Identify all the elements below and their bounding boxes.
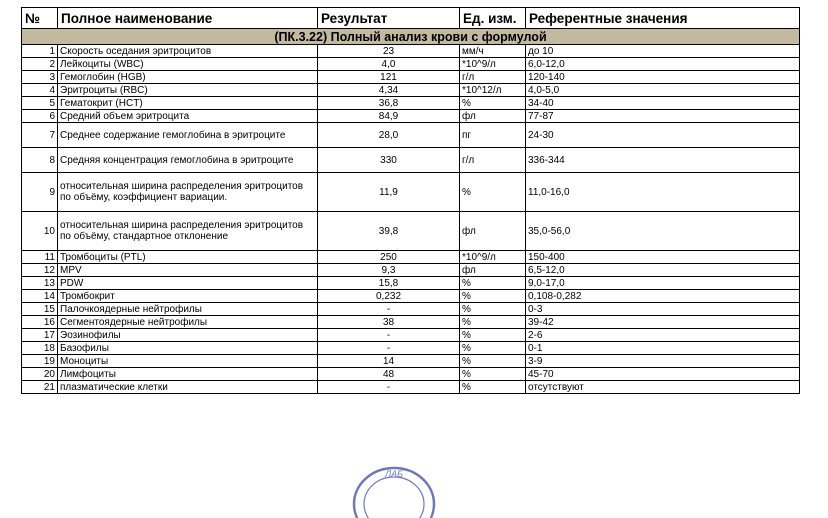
test-name: Среднее содержание гемоглобина в эритроците	[58, 123, 318, 148]
row-number: 9	[22, 173, 58, 212]
result-value: -	[318, 381, 460, 394]
reference-range: 45-70	[526, 368, 800, 381]
test-name: Скорость оседания эритроцитов	[58, 45, 318, 58]
test-name: Эозинофилы	[58, 329, 318, 342]
result-value: 9,3	[318, 264, 460, 277]
test-name: Тромбоциты (PTL)	[58, 251, 318, 264]
row-number: 4	[22, 84, 58, 97]
unit: фл	[460, 264, 526, 277]
result-value: 39,8	[318, 212, 460, 251]
reference-range: 11,0-16,0	[526, 173, 800, 212]
header-row	[22, 8, 800, 29]
test-name: Лейкоциты (WBC)	[58, 58, 318, 71]
test-name: Тромбокрит	[58, 290, 318, 303]
unit: %	[460, 368, 526, 381]
row-number: 6	[22, 110, 58, 123]
unit: пг	[460, 123, 526, 148]
row-number: 20	[22, 368, 58, 381]
test-name: Палочкоядерные нейтрофилы	[58, 303, 318, 316]
row-number: 11	[22, 251, 58, 264]
table-row	[22, 58, 800, 71]
row-number: 2	[22, 58, 58, 71]
result-value: 11,9	[318, 173, 460, 212]
result-value: 36,8	[318, 97, 460, 110]
reference-range: 0,108-0,282	[526, 290, 800, 303]
test-name: PDW	[58, 277, 318, 290]
table-row	[22, 84, 800, 97]
row-number: 5	[22, 97, 58, 110]
unit: %	[460, 381, 526, 394]
result-value: 23	[318, 45, 460, 58]
table-row	[22, 329, 800, 342]
unit: %	[460, 355, 526, 368]
reference-range: 6,5-12,0	[526, 264, 800, 277]
row-number: 3	[22, 71, 58, 84]
table-row	[22, 342, 800, 355]
reference-range: до 10	[526, 45, 800, 58]
row-number: 10	[22, 212, 58, 251]
reference-range: 9,0-17,0	[526, 277, 800, 290]
result-value: 0,232	[318, 290, 460, 303]
test-name: Эритроциты (RBC)	[58, 84, 318, 97]
row-number: 1	[22, 45, 58, 58]
result-value: 48	[318, 368, 460, 381]
reference-range: 2-6	[526, 329, 800, 342]
unit: %	[460, 277, 526, 290]
table-row	[22, 148, 800, 173]
test-name: Гематокрит (HCT)	[58, 97, 318, 110]
table-row	[22, 290, 800, 303]
unit: %	[460, 329, 526, 342]
reference-range: 150-400	[526, 251, 800, 264]
table-row	[22, 71, 800, 84]
reference-range: 77-87	[526, 110, 800, 123]
table-row	[22, 45, 800, 58]
header-unit: Ед. изм.	[460, 8, 526, 29]
result-value: 84,9	[318, 110, 460, 123]
unit: фл	[460, 110, 526, 123]
result-value: 4,0	[318, 58, 460, 71]
lab-stamp	[348, 458, 440, 518]
reference-range: 120-140	[526, 71, 800, 84]
row-number: 13	[22, 277, 58, 290]
reference-range: 336-344	[526, 148, 800, 173]
reference-range: 39-42	[526, 316, 800, 329]
header-reference: Референтные значения	[526, 8, 800, 29]
result-value: 28,0	[318, 123, 460, 148]
unit: %	[460, 173, 526, 212]
results-table	[21, 7, 800, 394]
row-number: 14	[22, 290, 58, 303]
unit: %	[460, 316, 526, 329]
row-number: 8	[22, 148, 58, 173]
unit: %	[460, 97, 526, 110]
unit: *10^12/л	[460, 84, 526, 97]
test-name: Сегментоядерные нейтрофилы	[58, 316, 318, 329]
table-row	[22, 264, 800, 277]
table-row	[22, 173, 800, 212]
reference-range: отсутствуют	[526, 381, 800, 394]
result-value: 14	[318, 355, 460, 368]
reference-range: 3-9	[526, 355, 800, 368]
table-row	[22, 316, 800, 329]
table-row	[22, 303, 800, 316]
unit: фл	[460, 212, 526, 251]
result-value: 15,8	[318, 277, 460, 290]
unit: *10^9/л	[460, 58, 526, 71]
unit: г/л	[460, 148, 526, 173]
test-name: Средняя концентрация гемоглобина в эритроците	[58, 148, 318, 173]
test-name: плазматические клетки	[58, 381, 318, 394]
row-number: 17	[22, 329, 58, 342]
test-name: Средний объем эритроцита	[58, 110, 318, 123]
test-name: Лимфоциты	[58, 368, 318, 381]
reference-range: 6,0-12,0	[526, 58, 800, 71]
result-value: 4,34	[318, 84, 460, 97]
reference-range: 35,0-56,0	[526, 212, 800, 251]
result-value: 121	[318, 71, 460, 84]
unit: %	[460, 303, 526, 316]
test-name: Базофилы	[58, 342, 318, 355]
unit: %	[460, 342, 526, 355]
row-number: 12	[22, 264, 58, 277]
result-value: -	[318, 342, 460, 355]
result-value: 330	[318, 148, 460, 173]
section-row	[22, 29, 800, 45]
reference-range: 34-40	[526, 97, 800, 110]
reference-range: 0-3	[526, 303, 800, 316]
stamp-text: ЛАБ	[384, 469, 404, 479]
row-number: 19	[22, 355, 58, 368]
test-name: относительная ширина распределения эритроцитов по объёму, коэффициент вариации.	[58, 173, 318, 212]
table-row	[22, 123, 800, 148]
unit: г/л	[460, 71, 526, 84]
reference-range: 24-30	[526, 123, 800, 148]
header-result: Результат	[318, 8, 460, 29]
header-name: Полное наименование	[58, 8, 318, 29]
table-row	[22, 381, 800, 394]
row-number: 16	[22, 316, 58, 329]
result-value: -	[318, 303, 460, 316]
table-row	[22, 251, 800, 264]
result-value: 38	[318, 316, 460, 329]
test-name: Моноциты	[58, 355, 318, 368]
row-number: 15	[22, 303, 58, 316]
row-number: 21	[22, 381, 58, 394]
table-row	[22, 97, 800, 110]
table-row	[22, 368, 800, 381]
test-name: Гемоглобин (HGB)	[58, 71, 318, 84]
unit: мм/ч	[460, 45, 526, 58]
result-value: 250	[318, 251, 460, 264]
unit: %	[460, 290, 526, 303]
reference-range: 0-1	[526, 342, 800, 355]
table-row	[22, 277, 800, 290]
reference-range: 4,0-5,0	[526, 84, 800, 97]
table-row	[22, 110, 800, 123]
header-num: №	[22, 8, 58, 29]
section-title: (ПК.3.22) Полный анализ крови с формулой	[22, 29, 800, 45]
table-row	[22, 355, 800, 368]
unit: *10^9/л	[460, 251, 526, 264]
row-number: 7	[22, 123, 58, 148]
result-value: -	[318, 329, 460, 342]
table-row	[22, 212, 800, 251]
row-number: 18	[22, 342, 58, 355]
test-name: относительная ширина распределения эритроцитов по объёму, стандартное отклонение	[58, 212, 318, 251]
test-name: MPV	[58, 264, 318, 277]
